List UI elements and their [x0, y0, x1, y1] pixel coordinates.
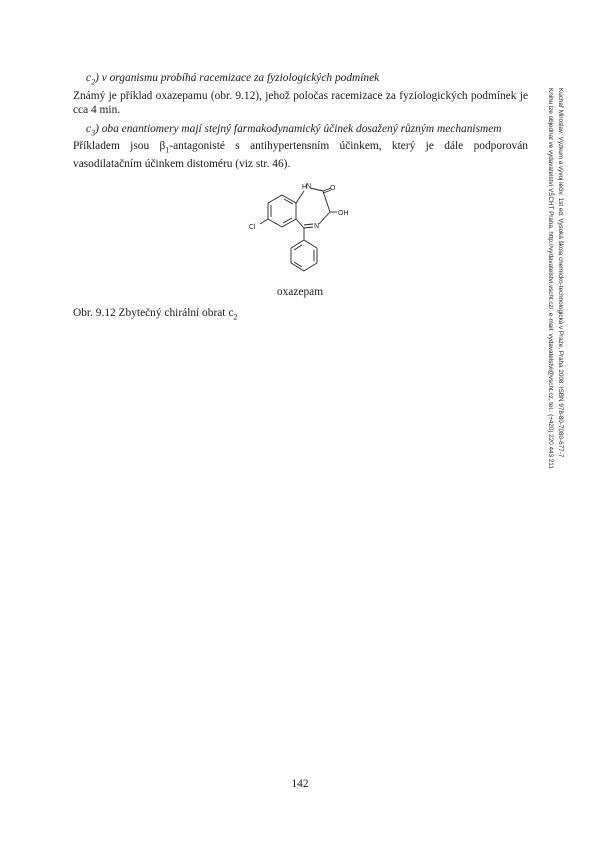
sidebar-citation: [535, 88, 565, 580]
atom-cl: Cl: [249, 224, 256, 231]
paragraph-oxazepam: Známý je příklad oxazepamu (obr. 9.12), jehož poločas racemizace za fyziologických podmínek je cca 4 min.: [73, 90, 528, 117]
oxazepam-structure: [244, 176, 356, 280]
figure-caption: Obr. 9.12 Zbytečný chirální obrat $c_2$: [73, 307, 238, 322]
atom-o: O: [330, 185, 336, 192]
atom-n2: N: [314, 223, 320, 230]
citation-line-1: Kuchař Miroslav: Výzkum a vývoj léčiv. 1st ed. Vysoká škola chemicko-technologická v Praze, Praha 2008. ISBN 978-80-7080-677-7: [557, 88, 564, 458]
structure-bonds: [260, 188, 337, 271]
citation-line-2: Knihu lze objednat ve vydavatelství VŠCHT Praha, http://vydavatelstvi.vscht.cz/, e-mail: vydavatelstvi@vscht.cz, tel.: (+420) 220 443 211: [547, 88, 554, 469]
heading-c3: $c_3$) oba enantiomery mají stejný farmakodynamický účinek dosažený různým mechanismem: [86, 123, 502, 138]
atom-nh: H: [302, 184, 308, 191]
structure-label: oxazepam: [276, 286, 324, 298]
heading-c2: $c_2$) v organismu probíhá racemizace za fyziologických podmínek: [86, 72, 380, 87]
paragraph-beta-antagonists: Příkladem jsou $\beta_1$-antagonisté s antihypertensním účinkem, který je dále podporován vasodilatačním účinkem distoméru (viz str. 46).: [73, 140, 528, 171]
page-number: 142: [291, 778, 309, 790]
atom-n: N: [306, 183, 312, 190]
atom-oh: OH: [338, 210, 349, 217]
